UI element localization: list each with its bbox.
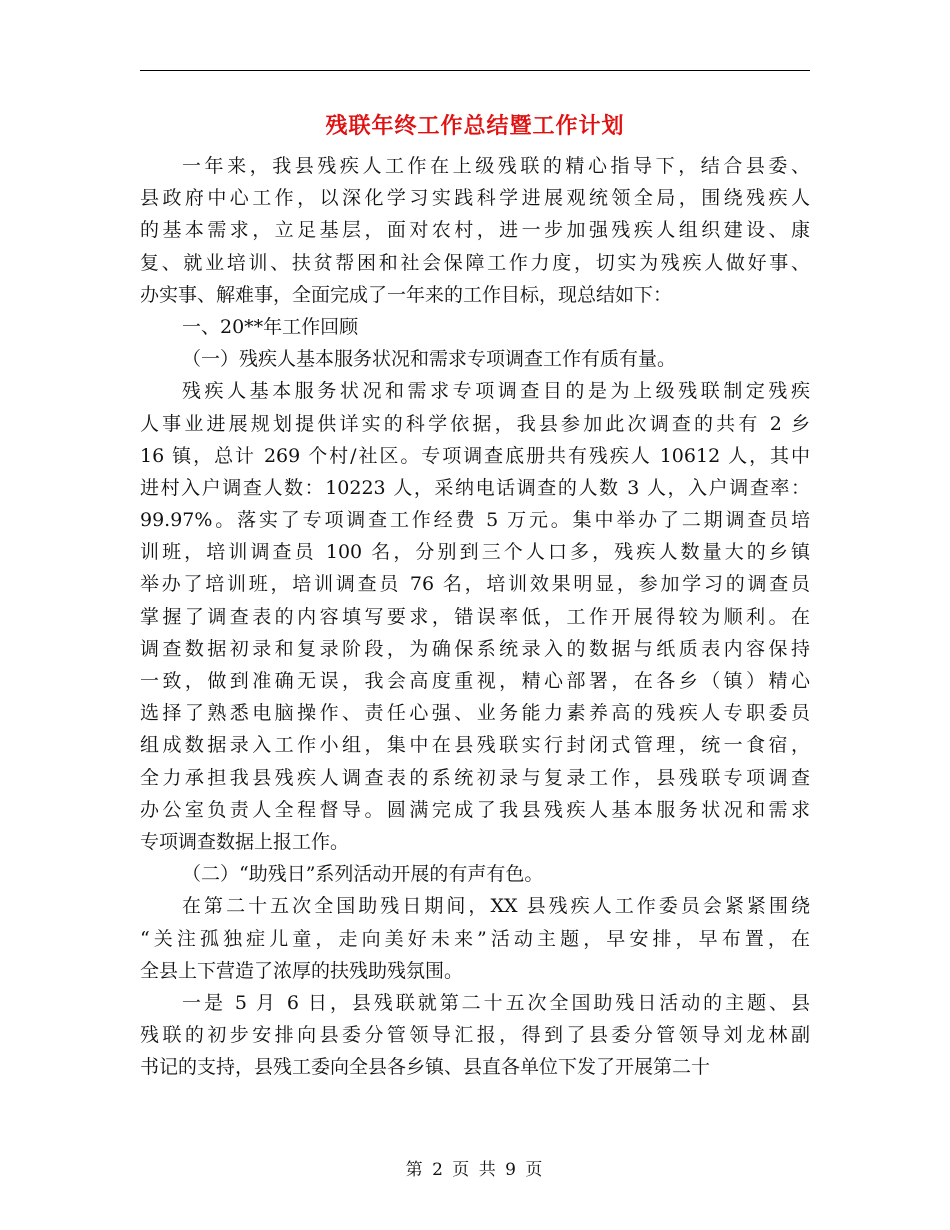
body-line: 一是 5 月 6 日，县残联就第二十五次全国助残日活动的主题、县 [182, 991, 810, 1014]
header-rule [140, 70, 810, 71]
body-line: 一年来，我县残疾人工作在上级残联的精心指导下，结合县委、 [182, 155, 810, 177]
body-line: （二）“助残日”系列活动开展的有声有色。 [182, 863, 544, 886]
body-line: 一、20**年工作回顾 [182, 315, 359, 338]
body-line: 县政府中心工作，以深化学习实践科学进展观统领全局，围绕残疾人 [140, 187, 810, 210]
body-line: 专项调查数据上报工作。 [140, 830, 350, 853]
body-line: 复、就业培训、扶贫帮困和社会保障工作力度，切实为残疾人做好事、 [140, 251, 810, 274]
body-line: 进村入户调查人数：10223 人，采纳电话调查的人数 3 人，入户调查率： [140, 476, 810, 499]
body-line: （一）残疾人基本服务状况和需求专项调查工作有质有量。 [182, 348, 677, 371]
body-line: 举办了培训班，培训调查员 76 名，培训效果明显，参加学习的调查员 [140, 573, 810, 596]
body-line: 组成数据录入工作小组，集中在县残联实行封闭式管理，统一食宿， [140, 734, 810, 757]
body-line: 办公室负责人全程督导。圆满完成了我县残疾人基本服务状况和需求 [140, 798, 810, 821]
body-line: 16 镇，总计 269 个村/社区。专项调查底册共有残疾人 10612 人，其中 [140, 444, 810, 467]
body-line: 在第二十五次全国助残日期间，XX 县残疾人工作委员会紧紧围绕 [182, 895, 810, 918]
body-line: 的基本需求，立足基层，面对农村，进一步加强残疾人组织建设、康 [140, 219, 810, 242]
body-line: “关注孤独症儿童，走向美好未来”活动主题，早安排，早布置，在 [140, 927, 810, 950]
body-line: 一致，做到准确无误，我会高度重视，精心部署，在各乡（镇）精心 [140, 670, 810, 692]
body-line: 办实事、解难事，全面完成了一年来的工作目标，现总结如下： [140, 283, 673, 306]
body-line: 训班，培训调查员 100 名，分别到三个人口多，残疾人数量大的乡镇 [140, 541, 810, 564]
body-line: 残联的初步安排向县委分管领导汇报，得到了县委分管领导刘龙林副 [140, 1024, 810, 1047]
body-line: 99.97%。落实了专项调查工作经费 5 万元。集中举办了二期调查员培 [140, 509, 810, 532]
body-line: 全力承担我县残疾人调查表的系统初录与复录工作，县残联专项调查 [140, 766, 810, 789]
body-line: 选择了熟悉电脑操作、责任心强、业务能力素养高的残疾人专职委员 [140, 702, 810, 725]
body-line: 书记的支持，县残工委向全县各乡镇、县直各单位下发了开展第二十 [140, 1056, 711, 1079]
body-line: 残疾人基本服务状况和需求专项调查目的是为上级残联制定残疾 [182, 380, 810, 403]
body-line: 全县上下营造了浓厚的扶残助残氛围。 [140, 959, 464, 982]
document-body [140, 150, 810, 1083]
body-line: 调查数据初录和复录阶段，为确保系统录入的数据与纸质表内容保持 [140, 637, 810, 660]
document-title: 残联年终工作总结暨工作计划 [325, 113, 625, 139]
body-line: 人事业进展规划提供详实的科学依据，我县参加此次调查的共有 2 乡 [140, 412, 810, 435]
body-line: 掌握了调查表的内容填写要求，错误率低，工作开展得较为顺利。在 [140, 605, 810, 628]
page-footer: 第 2 页 共 9 页 [405, 1160, 545, 1180]
